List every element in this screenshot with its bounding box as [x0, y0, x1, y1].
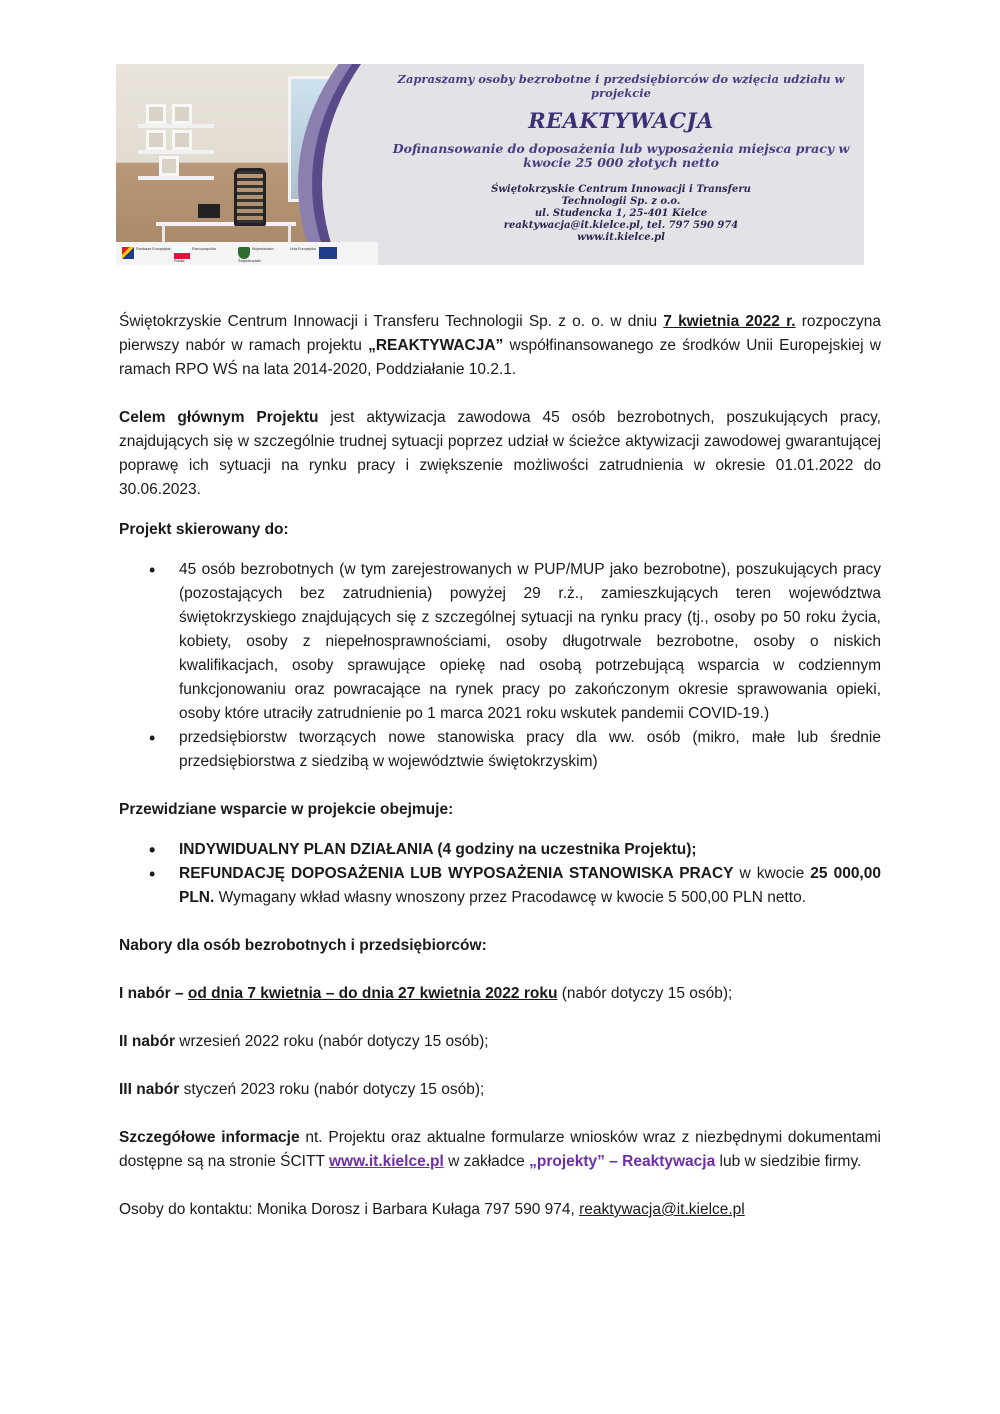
rzeczpospolita-polska-logo — [174, 247, 224, 263]
list-item: • 45 osób bezrobotnych (w tym zarejestrowanych w PUP/MUP jako bezrobotne), poszukujących pracy (pozostających bez zatrudnienia) powyżej 29 r.ż., zamieszkujących teren województwa świętokrzyskiego znajdujących się z szczególnej sytuacji na rynku pracy (tj., osoby po 50 roku życia, kobiety, osoby z niepełnosprawnościami, osoby długotrwale bezrobotne, osoby o niskich kwalifikacjach, osoby sprawujące opiekę nad osobą potrzebującą wsparcia w codziennym funkcjonowaniu oraz powracające na rynek pracy po zakończonym okresie sprawowania opieki, osoby które utraciły zatrudnienie po 1 marca 2021 roku wskutek pandemii COVID-19.) — [179, 558, 881, 726]
text: rozpoczyna pierwszy nabór w ramach projektu — [119, 313, 881, 354]
office-chair — [234, 168, 266, 226]
text: w zakładce — [443, 1153, 530, 1170]
round-dates: od dnia 7 kwietnia – do dnia 27 kwietnia 2022 roku — [187, 985, 558, 1002]
unia-europejska-logo — [290, 247, 374, 260]
list-item: • przedsiębiorstw tworzących nowe stanowiska pracy dla ww. osób (mikro, małe lub średnie przedsiębiorstwa z siedzibą w województwie świętokrzyskim) — [179, 726, 881, 774]
document-body — [119, 310, 881, 1222]
banner-contact: reaktywacja@it.kielce.pl, tel. 797 590 974 — [503, 220, 739, 231]
target-list — [119, 558, 881, 774]
text: (nabór dotyczy 15 osób); — [557, 985, 733, 1002]
banner-text — [378, 70, 864, 244]
rounds-heading: Nabory dla osób bezrobotnych i przedsiębiorców: — [119, 937, 487, 954]
coat-of-arms-icon — [238, 247, 250, 259]
intro-paragraph — [119, 310, 881, 382]
wojewodztwo-logo — [238, 247, 288, 263]
banner-org-details — [378, 184, 864, 244]
round-label: I nabór – — [119, 985, 188, 1002]
logo-label: Unia Europejska — [290, 247, 316, 251]
goal-paragraph — [119, 406, 881, 502]
round-2 — [119, 1030, 881, 1054]
banner-www: www.it.kielce.pl — [577, 232, 665, 243]
info-paragraph — [119, 1126, 881, 1174]
desk — [156, 222, 296, 226]
website-link[interactable]: www.it.kielce.pl — [328, 1153, 444, 1170]
text: jest aktywizacja zawodowa 45 osób bezrobotnych, poszukujących pracy, znajdujących się w szczególnie trudnej sytuacji poprzez udział w ścieżce aktywizacji zawodowej gwarantującej poprawę ich sytuacji na rynku pracy i zwiększenie możliwości zatrudnienia w okresie 01.01.2022 do 30.06.2023. — [119, 409, 881, 498]
monitor — [198, 204, 220, 218]
support-list — [119, 838, 881, 910]
logo-label: Fundusze Europejskie — [136, 247, 171, 251]
target-heading: Projekt skierowany do: — [119, 521, 289, 538]
text: Świętokrzyskie Centrum Innowacji i Transferu Technologii Sp. z o. o. w dniu — [119, 313, 664, 330]
banner-address: ul. Studencka 1, 25-401 Kielce — [534, 208, 708, 219]
banner-subsidy: Dofinansowanie do doposażenia lub wyposażenia miejsca pracy w kwocie 25 000 złotych netto — [392, 141, 850, 170]
project-name: „REAKTYWACJA” — [368, 337, 504, 354]
text: nt. Projektu oraz aktualne formularze wniosków wraz z niezbędnymi dokumentami dostępne są na stronie ŚCITT — [119, 1129, 881, 1170]
start-date: 7 kwietnia 2022 r. — [663, 313, 796, 330]
info-lead: Szczegółowe informacje — [119, 1129, 300, 1146]
support-heading: Przewidziane wsparcie w projekcie obejmuje: — [119, 801, 454, 818]
banner-org-line: Świętokrzyskie Centrum Innowacji i Transferu — [491, 184, 751, 195]
fe-icon — [122, 247, 134, 259]
round-label: III nabór — [119, 1081, 180, 1098]
text: w kwocie — [733, 865, 811, 882]
wall-shelf — [138, 150, 214, 154]
logo-label: Województwo Świętokrzyskie — [238, 247, 274, 263]
round-label: II nabór — [119, 1033, 175, 1050]
wall-cube — [172, 130, 192, 150]
text: Osoby do kontaktu: Monika Dorosz i Barbara Kułaga 797 590 974, — [119, 1201, 580, 1218]
text: współfinansowanego ze środków Unii Europejskiej w ramach RPO WŚ na lata 2014-2020, Poddziałanie 10.2.1. — [119, 337, 881, 378]
text: lub w siedzibie firmy. — [715, 1153, 862, 1170]
list-item — [179, 862, 881, 910]
logo-label: Rzeczpospolita Polska — [174, 247, 216, 263]
text: wrzesień 2022 roku (nabór dotyczy 15 osób); — [174, 1033, 489, 1050]
text: styczeń 2023 roku (nabór dotyczy 15 osób); — [179, 1081, 485, 1098]
amount: 25 000,00 PLN. — [179, 865, 881, 906]
header-banner — [116, 64, 864, 265]
wall-cube — [146, 130, 166, 150]
email-link[interactable]: reaktywacja@it.kielce.pl — [579, 1201, 745, 1218]
list-item: • INDYWIDUALNY PLAN DZIAŁANIA (4 godziny na uczestnika Projektu); — [179, 838, 881, 862]
round-1 — [119, 982, 881, 1006]
eu-logo-strip — [116, 242, 378, 265]
text: Wymagany wkład własny wnoszony przez Pracodawcę w kwocie 5 500,00 PLN netto. — [214, 889, 807, 906]
goal-lead: Celem głównym Projektu — [119, 409, 319, 426]
banner-org-line: Technologii Sp. z o.o. — [561, 196, 681, 207]
projects-tab-ref: „projekty” – Reaktywacja — [529, 1153, 716, 1170]
wall-cube — [146, 104, 166, 124]
polish-flag-icon — [174, 247, 190, 259]
wall-cube — [172, 104, 192, 124]
banner-invite: Zapraszamy osoby bezrobotne i przedsiębiorców do wzięcia udziału w projekcie — [397, 72, 845, 100]
round-3 — [119, 1078, 881, 1102]
wall-cube — [159, 156, 179, 176]
fundusze-europejskie-logo — [122, 247, 172, 260]
contact-paragraph — [119, 1198, 881, 1222]
text: REFUNDACJĘ DOPOSAŻENIA LUB WYPOSAŻENIA STANOWISKA PRACY — [179, 865, 734, 882]
banner-title: REAKTYWACJA — [528, 108, 714, 133]
eu-flag-icon — [319, 247, 337, 259]
